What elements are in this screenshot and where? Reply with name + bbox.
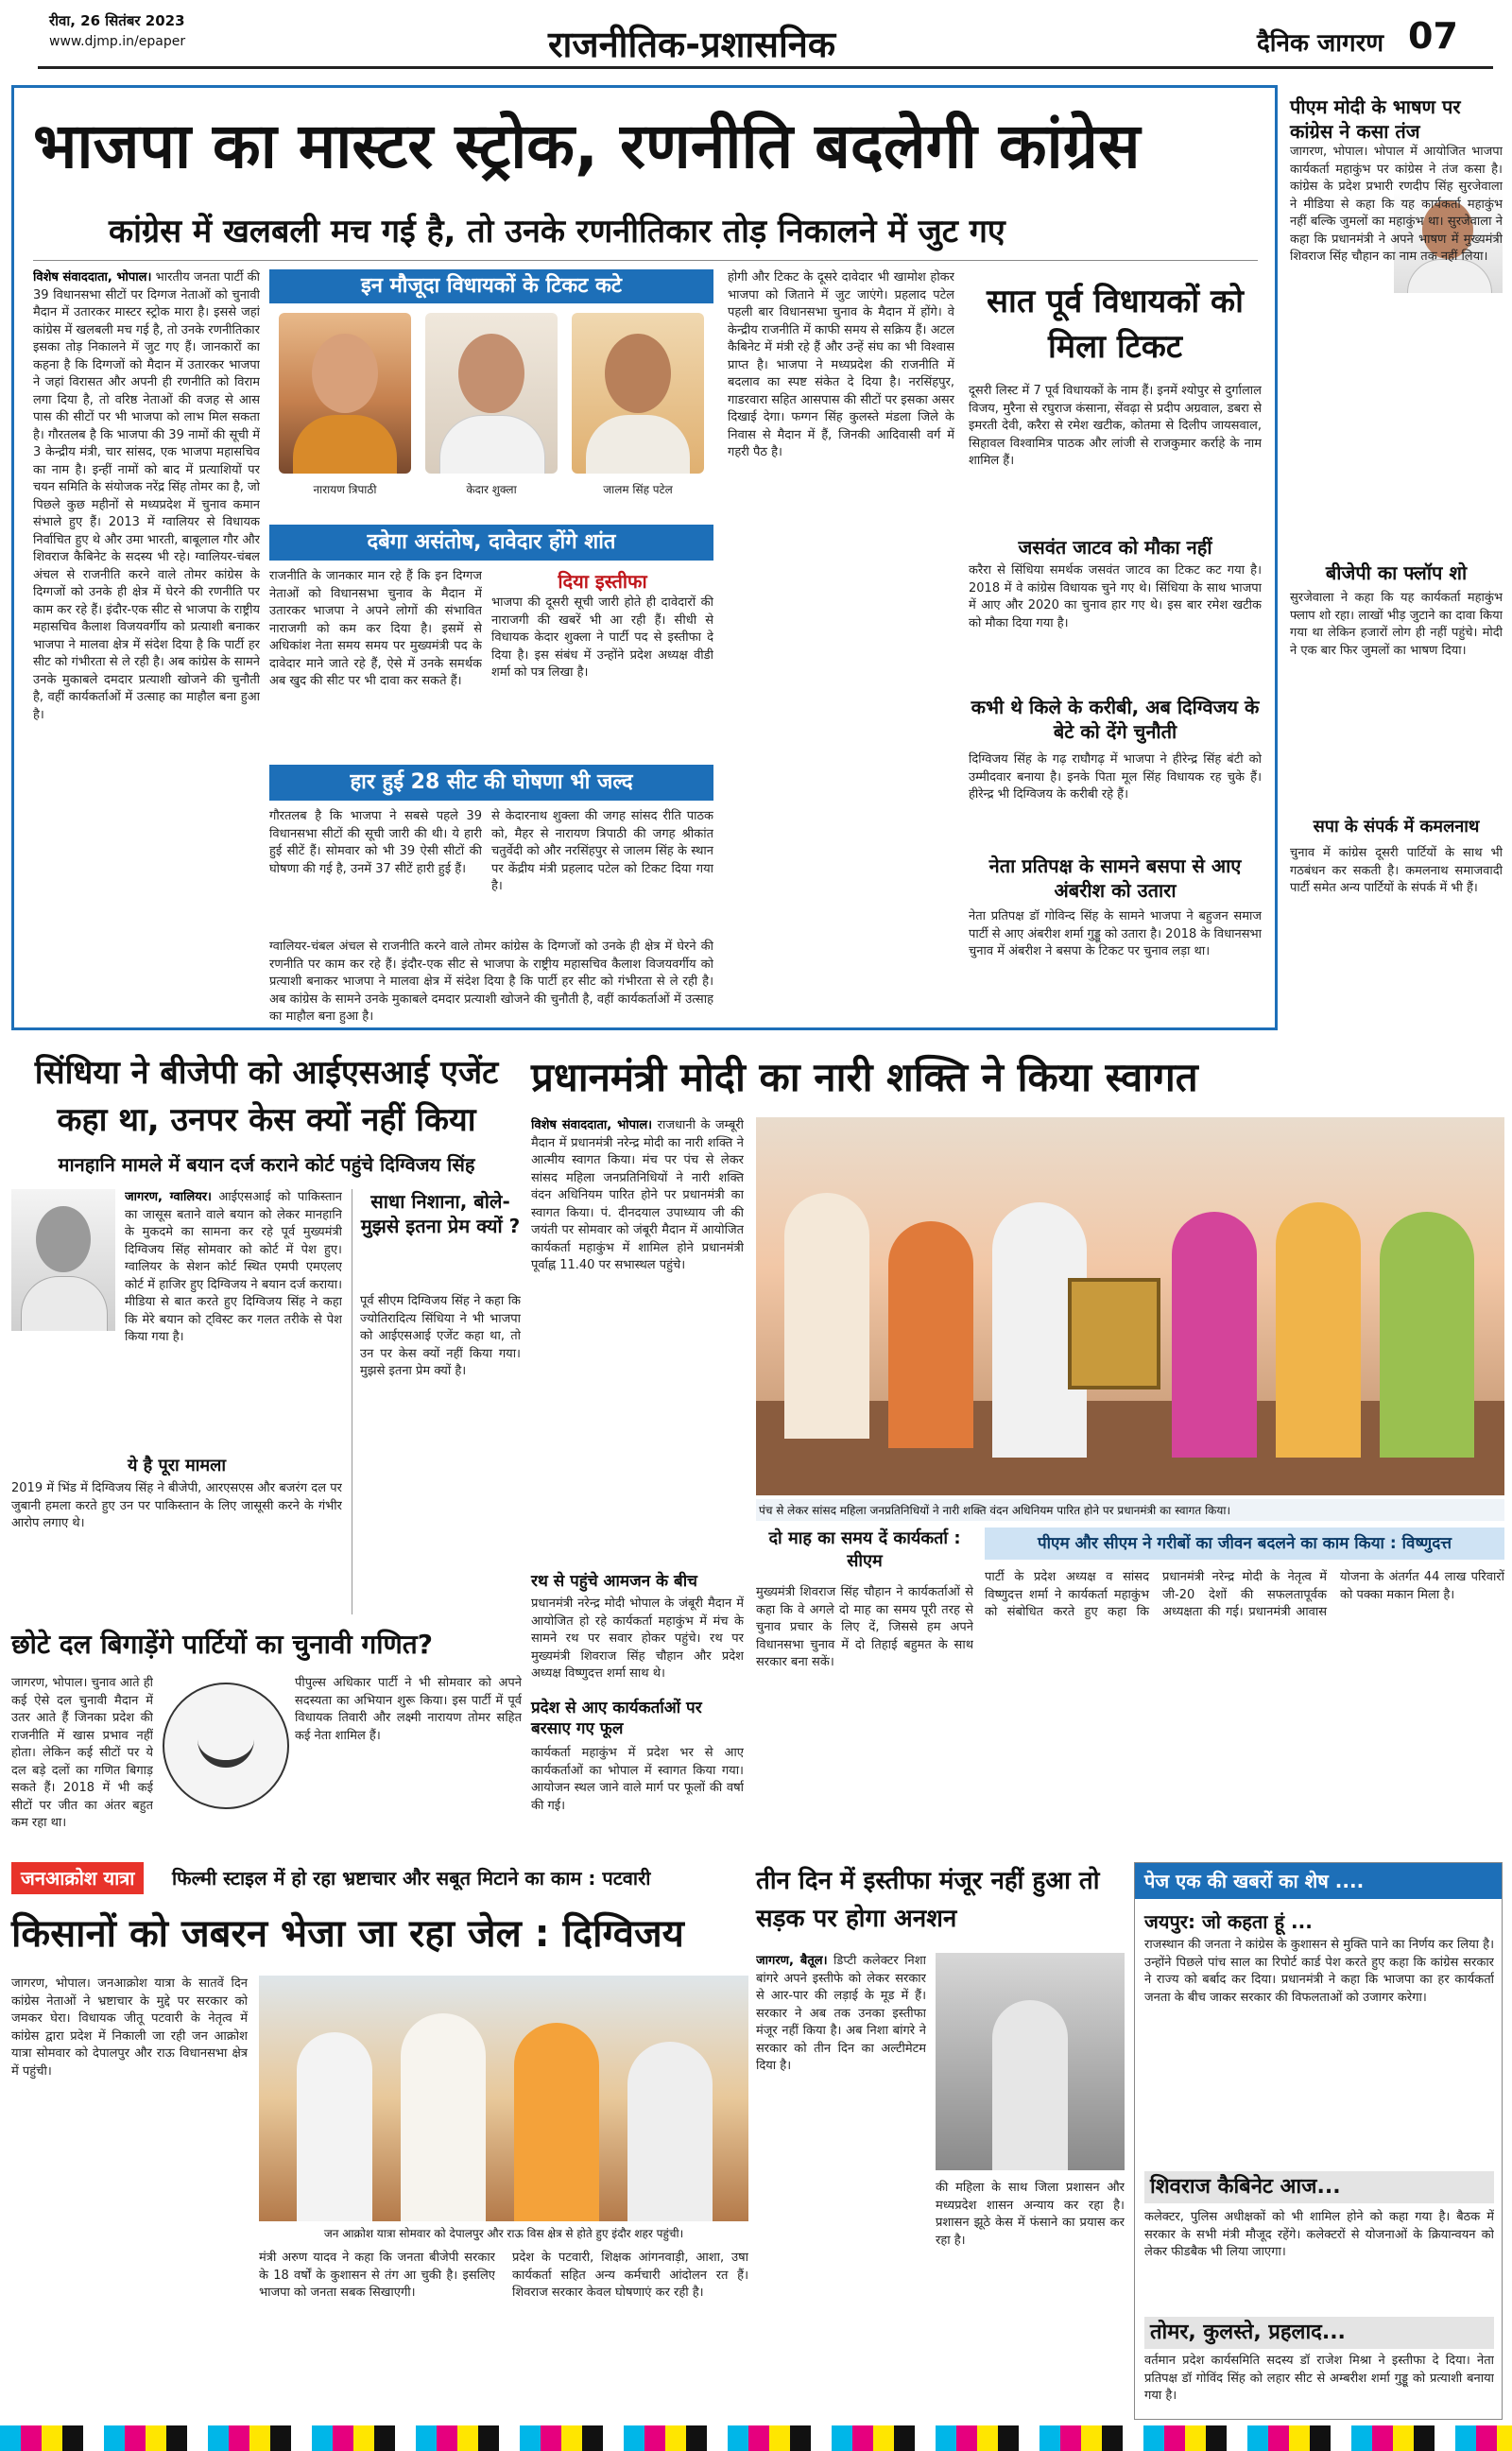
s2-title: शिवराज कैबिनेट आज... [1144, 2171, 1494, 2203]
resign-box [491, 568, 713, 757]
lead-col-1-text: भारतीय जनता पार्टी की 39 विधानसभा सीटों पर दिग्गज नेताओं को चुनावी मैदान में उतारकर मास्टर स्ट्रोक मारा है। इससे जहां कांग्रेस में खलबली मच गई है, तो उनके रणनीतिकार इसका तोड़ निकालने में जुट गए हैं। जानकारों का कहना है कि दिग्गजों को मैदान में उतारकर भाजपा ने जहां विरासत और अपनी ही रणनीति को विराम लगा दिया है, तो वरिष्ठ नेताओं की वजह से आस पास की सीटों पर भी भाजपा को लाभ मिल सकता है। गौरतलब है कि भाजपा की 39 नामों की सूची में 3 केन्द्रीय मंत्री, चार सांसद, एक भाजपा महासचिव का नाम है। इन्हीं नामों को बाद में प्रत्याशियों पर चयन समिति के संयोजक नरेंद्र सिंह तोमर का है, जो पिछले कुछ महीनों से मध्यप्रदेश में चुनाव कमान संभाले हुए हैं। 2013 में ग्वालियर से विधायक निर्वाचित हुए थे और उमा भारती, बाबूलाल गौर और शिवराज कैबिनेट के सदस्य भी रहे। [33, 270, 260, 564]
modi-sub-1: रथ से पहुंचे आमजन के बीच [531, 1572, 697, 1591]
akrosh-story [11, 1862, 748, 2420]
sidebar-column [1290, 85, 1503, 1030]
modi-sub-1-text: प्रधानमंत्री नरेन्द्र मोदी भोपाल के जंबूरी मैदान में आयोजित हो रहे कार्यकर्ता महाकुंभ में मंच के सामने रथ पर सवार होकर पहुंचे। रथ पर मुख्यमंत्री शिवराज सिंह चौहान और प्रदेश अध्यक्ष विष्णुदत्त शर्मा साथ थे। [531, 1597, 744, 1681]
digvijay-son-text: दिग्विजय सिंह के गढ़ राघौगढ़ में भाजपा ने हीरेन्द्र सिंह बंटी को उम्मीदवार बनाया है। इनके पिता मूल सिंह विधायक रह चुके हैं। हीरेन्द्र भी दिग्विजय के करीबी रहे हैं। [969, 752, 1262, 802]
shivraj-box [756, 1528, 973, 1849]
band-asantosh: दबेगा असंतोष, दावेदार होंगे शांत [269, 525, 713, 561]
person-5 [1276, 1202, 1361, 1458]
resign-title: दिया इस्तीफा [558, 570, 647, 593]
jaswant-title: जसवंत जाटव को मौका नहीं [1018, 536, 1212, 559]
face-1-head [312, 334, 378, 413]
scindia-sidebox [352, 1189, 522, 1614]
person-2 [888, 1221, 973, 1448]
vd-text: पार्टी के प्रदेश अध्यक्ष व सांसद विष्णुदत्त शर्मा ने कार्यकर्ता महाकुंभ को संबोधित करते हुए कहा कि प्रधानमंत्री नरेन्द्र मोदी के नेतृत्व में जी-20 देशों की सफलतापूर्वक अध्यक्षता की गई। प्रधानमंत्री आवास योजना के अंतर्गत 44 लाख परिवारों को पक्का मकान मिला है। [985, 1570, 1504, 1619]
frame-gift [1068, 1278, 1160, 1389]
s1-text: राजस्थान की जनता ने कांग्रेस के कुशासन से मुक्ति पाने का निर्णय कर लिया है। उन्होंने पिछले पांच साल का रिपोर्ट कार्ड पेश करते हुए कहा कि कांग्रेस सरकार ने राज्य को बर्बाद कर दिया। प्रधानमंत्री ने कहा कि भाजपा का हर कार्यकर्ता जनता के बीच जाकर सरकार की विफलताओं को उजागर करेगा। [1144, 1938, 1494, 2005]
resign-photo-person [992, 2000, 1068, 2170]
crowd-3 [514, 2023, 599, 2221]
band-28-seats: हार हुई 28 सीट की घोषणा भी जल्द [269, 765, 713, 801]
vd-title: पीएम और सीएम ने गरीबों का जीवन बदलने का काम किया : विष्णुदत्त [985, 1528, 1504, 1560]
face-label-3: जालम सिंह पटेल [603, 483, 673, 496]
crowd-1 [297, 2032, 372, 2221]
digvijay-son-title: कभी थे किले के करीबी, अब दिग्विजय के बेटे को देंगे चुनौती [971, 696, 1260, 743]
paper-name: दैनिक जागरण [1257, 29, 1384, 58]
s1-title: जयपुर: जो कहता हूं ... [1144, 1910, 1313, 1933]
face-label-1: नारायण त्रिपाठी [313, 483, 377, 496]
crowd-4 [627, 2042, 713, 2221]
s3-title: तोमर, कुलस्ते, प्रहलाद... [1144, 2317, 1494, 2349]
person-6 [1380, 1212, 1474, 1458]
digvijay-head [36, 1206, 91, 1272]
shivraj-text: मुख्यमंत्री शिवराज सिंह चौहान ने कार्यकर्ताओं से कहा कि वे अगले दो माह का समय पूरी तरह से चुनाव प्रचार के लिए दें, जिससे हम अपने विधानसभा चुनाव में दो तिहाई बहुमत के साथ सरकार बना सकें। [756, 1585, 973, 1669]
band-asantosh-text: राजनीति के जानकार मान रहे हैं कि इन दिग्गज नेताओं को विधानसभा चुनाव के मैदान में उतारकर भाजपा ने अपने लोगों की संभावित नाराजगी को कम कर दिया है। इसमें से अधिकांश नेता समय समय पर मुख्यमंत्री पद के दावेदार माने जाते रहे हैं, ऐसे में उनके समर्थक अब खुद की सीट पर भी दावा कर सकते हैं। [269, 569, 482, 688]
modi-story [531, 1049, 1504, 1853]
modi-photo [756, 1117, 1504, 1495]
digvijay-photo [11, 1189, 115, 1331]
akrosh-headline: किसानों को जबरन भेजा जा रहा जेल : दिग्विजय [11, 1912, 684, 1956]
case-text: 2019 में भिंड में दिग्विजय सिंह ने बीजेपी, आरएसएस और बजरंग दल पर जुबानी हमला करते हुए उन पर पाकिस्तान के लिए जासूसी करने के गंभीर आरोप लगाए थे। [11, 1481, 342, 1530]
masthead-date: रीवा, 26 सितंबर 2023 [49, 12, 185, 29]
person-1 [784, 1193, 869, 1439]
scindia-deck: मानहानि मामले में बयान दर्ज कराने कोर्ट पहुंचे दिग्विजय सिंह [58, 1153, 475, 1176]
face-label-2: केदार शुक्ला [466, 483, 517, 496]
face-3-body [586, 415, 690, 474]
resign-photo [936, 1953, 1125, 2170]
masthead [0, 0, 1512, 74]
scindia-headline: सिंधिया ने बीजेपी को आईएसआई एजेंट कहा था, उनपर केस क्यों नहीं किया [34, 1054, 499, 1139]
face-photo-1 [279, 313, 411, 474]
jaswant-text: करैरा से सिंधिया समर्थक जसवंत जाटव का टिकट कट गया है। 2018 में वे कांग्रेस विधायक चुने गए थे। सिंधिया के साथ भाजपा में आए और 2020 का चुनाव हार गए थे। इस बार रमेश खटीक को मौका दिया गया है। [969, 563, 1262, 630]
face-2-body [439, 415, 545, 474]
ambrish-text: नेता प्रतिपक्ष डॉ गोविन्द सिंह के सामने भाजपा ने बहुजन समाज पार्टी से आए अंबरीश शर्मा गुड्डू को उतारा है। 2018 के विधानसभा चुनाव में अंबरीश ने बसपा के टिकट पर चुनाव लड़ा था। [969, 909, 1262, 958]
band-28-col-2: से केदारनाथ शुक्ला की जगह सांसद रीति पाठक को, मैहर से नारायण त्रिपाठी की जगह श्रीकांत चतुर्वेदी को और नरसिंहपुर से जालम सिंह के स्थान पर केंद्रीय मंत्री प्रहलाद पटेल को टिकट दिया गया है। [491, 809, 713, 893]
face-2-head [458, 334, 524, 413]
small-parties-text: जागरण, भोपाल। चुनाव आते ही कई ऐसे दल चुनावी मैदान में उतर आते हैं जिनका प्रदेश की राजनीति में खास प्रभाव नहीं होता। लेकिन कई सीटों पर ये दल बड़े दलों का गणित बिगाड़ सकते हैं। 2018 में भी कई सीटों पर जीत का अंतर बहुत कम रहा था। [11, 1676, 153, 1830]
scindia-story [11, 1049, 522, 1616]
akrosh-text-2: मंत्री अरुण यादव ने कहा कि जनता बीजेपी सरकार के 18 वर्षों के कुशासन से तंग आ चुकी है। इसलिए भाजपा को जनता सबक सिखाएगी। [259, 2251, 495, 2300]
modi-text [531, 1117, 744, 1562]
ticket-cut-box [269, 269, 713, 515]
lead-headline: भाजपा का मास्टर स्ट्रोक, रणनीति बदलेगी कांग्रेस [33, 110, 1141, 182]
flop-text: सुरजेवाला ने कहा कि यह कार्यकर्ता महाकुंभ फ्लाप शो रहा। लाखों भीड़ जुटाने का दावा किया गया था लेकिन हजारों लोग ही नहीं पहुंचे। मोदी ने एक बार फिर जुमलों का भाषण दिया। [1290, 591, 1503, 658]
akrosh-deck: फिल्मी स्टाइल में हो रहा भ्रष्टाचार और सबूत मिटाने का काम : पटवारी [172, 1867, 651, 1890]
scindia-text [125, 1189, 342, 1444]
band-28-col-1: गौरतलब है कि भाजपा ने सबसे पहले 39 विधानसभा सीटों की सूची जारी की थी। ये हारी हुई सीटें हैं। सोमवार को भी 39 ऐसी सीटों की घोषणा की गई है, उनमें 37 सीटें हारी हुई हैं। [269, 809, 482, 876]
case-title: ये है पूरा मामला [127, 1456, 227, 1476]
party-symbol [163, 1683, 289, 1809]
modi-body: राजधानी के जम्बूरी मैदान में प्रधानमंत्री नरेन्द्र मोदी का नारी शक्ति ने आत्मीय स्वागत किया। मंच पर पंच से लेकर सांसद महिला जनप्रतिनिधियों ने नारी शक्ति वंदन अधिनियम पारित होने पर प्रधानमंत्री का स्वागत किया। पं. दीनदयाल उपाध्याय जी की जयंती पर सोमवार को जंबूरी मैदान में आयोजित कार्यकर्ता महाकुंभ में शामिल होने प्रधानमंत्री पूर्वाह्न 11.40 पर सभास्थल पहुंचे। [531, 1118, 744, 1272]
face-photo-3 [572, 313, 704, 474]
lead-col-2-cont: ग्वालियर-चंबल अंचल से राजनीति करने वाले तोमर कांग्रेस के दिग्गजों को उनके ही क्षेत्र में घेरने की रणनीति पर काम कर रहे हैं। इंदौर-एक सीट से भाजपा के राष्ट्रीय महासचिव कैलाश विजयवर्गीय को प्रत्याशी बनाकर भाजपा ने मालवा क्षेत्र में संदेश दिया है कि पार्टी हर सीट को गंभीरता से ले रही है। अब कांग्रेस के सामने उनके मुकाबले दमदार प्रत्याशी खोजने की चुनौती है, वहीं कार्यकर्ताओं में उत्साह का माहौल बना हुआ है। [269, 940, 713, 1024]
s2-text: कलेक्टर, पुलिस अधीक्षकों को भी शामिल होने को कहा गया है। बैठक में सरकार के सभी मंत्री मौजूद रहेंगे। कलेक्टरों से योजनाओं के क्रियान्वयन को लेकर फीडबैक भी लिया जाएगा। [1144, 2210, 1494, 2259]
akrosh-tag: जनआक्रोश यात्रा [11, 1862, 144, 1894]
resign-body: डिप्टी कलेक्टर निशा बांगरे अपने इस्तीफे को लेकर सरकार से आर-पार की लड़ाई के मूड में हैं। सरकार ने अब तक उनका इस्तीफा मंजूर नहीं किया है। अब निशा बांगरे ने सरकार को तीन दिन का अल्टीमेटम दिया है। [756, 1954, 926, 2073]
lead-col-1 [33, 269, 260, 1026]
modi-headline: प्रधानमंत्री मोदी का नारी शक्ति ने किया स्वागत [531, 1054, 1198, 1100]
crowd-2 [401, 2013, 486, 2221]
kamalnath-text: चुनाव में कांग्रेस दूसरी पार्टियों के साथ भी गठबंधन कर सकती है। कमलनाथ समाजवादी पार्टी समेत अन्य पार्टियों के संपर्क में भी हैं। [1290, 846, 1503, 895]
lead-col-3: होगी और टिकट के दूसरे दावेदार भी खामोश होकर भाजपा को जिताने में जुट जाएंगे। प्रहलाद पटेल पहली बार विधानसभा चुनाव के मैदान में होंगे। वे केन्द्रीय राजनीति में काफी समय से सक्रिय हैं। अटल कैबिनेट में मंत्री रहे हैं और उन्हें संघ का भी विश्वास प्राप्त है। भाजपा ने मध्यप्रदेश की राजनीति में बदलाव का स्पष्ट संकेत दे दिया है। नरसिंहपुर, गाडरवारा सहित आसपास की सीटों पर इसका असर दिखाई देगा। फग्गन सिंह कुलस्ते मंडला जिले के निवास से मैदान में हैं, जिनकी आदिवासी वर्ग में गहरी पैठ है। [728, 270, 954, 459]
face-1-body [293, 415, 397, 474]
side-title: साधा निशाना, बोले- मुझसे इतना प्रेम क्यों ? [360, 1190, 521, 1237]
resign-text: भाजपा की दूसरी सूची जारी होते ही दावेदारों की नाराजगी की खबरें भी आ रही हैं। सीधी से विधायक केदार शुक्ला ने पार्टी पद से इस्तीफा दे दिया है। इस संबंध में उन्होंने प्रदेश अध्यक्ष वीडी शर्मा को पत्र लिखा है। [491, 595, 713, 680]
seven-mla-text: दूसरी लिस्ट में 7 पूर्व विधायकों के नाम हैं। इनमें श्योपुर से दुर्गालाल विजय, मुरैना से रघुराज कंसाना, सेंवढ़ा से प्रदीप अग्रवाल, डबरा से इमरती देवी, करैरा से रमेश खटीक, कोतमा से दिलीप जायसवाल, सिहावल विश्वामित्र पाठक और लांजी से राजकुमार कर्राहे के नाम शामिल हैं। [969, 384, 1262, 468]
page-one-title: पेज एक की खबरों का शेष .... [1135, 1863, 1502, 1899]
modi-photo-caption: पंच से लेकर सांसद महिला जनप्रतिनिधियों ने नारी शक्ति वंदन अधिनियम पारित होने पर प्रधानमंत्री का स्वागत किया। [756, 1499, 1504, 1521]
scindia-body: आईएसआई को पाकिस्तान का जासूस बताने वाले बयान को लेकर मानहानि के मुकदमे का सामना कर रहे पूर्व मुख्यमंत्री दिग्विजय सिंह सोमवार को कोर्ट में पेश हुए। ग्वालियर के सेशन कोर्ट स्थित एमपी एमएलए कोर्ट में हाजिर हुए दिग्विजय ने बयान दर्ज कराया। मीडिया से बात करते हुए दिग्विजय सिंह ने कहा कि मेरे बयान को ट्विस्ट कर गलत तरीके से पेश किया गया है। [125, 1190, 342, 1344]
seven-mla-title: सात पूर्व विधायकों को मिला टिकट [987, 283, 1244, 366]
lead-deck: कांग्रेस में खलबली मच गई है, तो उनके रणनीतिकार तोड़ निकालने में जुट गए [109, 213, 1005, 250]
modi-byline: विशेष संवाददाता, भोपाल। [531, 1118, 653, 1132]
party-symbol-mark [198, 1722, 254, 1768]
digvijay-body [21, 1276, 108, 1331]
ambrish-title: नेता प्रतिपक्ष के सामने बसपा से आए अंबरीश को उतारा [988, 854, 1242, 902]
face-3-head [605, 334, 671, 413]
lead-story [11, 85, 1278, 1030]
lead-byline: विशेष संवाददाता, भोपाल। [33, 270, 152, 285]
akrosh-text: जागरण, भोपाल। जनआक्रोश यात्रा के सातवें दिन कांग्रेस नेताओं ने भ्रष्टाचार के मुद्दे पर सरकार को जमकर घेरा। विधायक जीतू पटवारी के नेतृत्व में कांग्रेस द्वारा प्रदेश में निकाली जा रही जन आक्रोश यात्रा सोमवार को देपालपुर और राऊ विधानसभा क्षेत्र में पहुंची। [11, 1976, 248, 2079]
s3-text: वर्तमान प्रदेश कार्यसमिति सदस्य डॉ राजेश मिश्रा ने इस्तीफा दे दिया। नेता प्रतिपक्ष डॉ गोविंद सिंह को लहार सीट से अम्बरीश शर्मा गुड्डू को प्रत्याशी बनाया गया है। [1144, 2354, 1494, 2403]
page-number: 07 [1408, 15, 1458, 57]
kamalnath-title: सपा के संपर्क में कमलनाथ [1313, 817, 1480, 837]
sidebar-text: जागरण, भोपाल। भोपाल में आयोजित भाजपा कार्यकर्ता महाकुंभ पर कांग्रेस ने तंज कसा है। कांग्रेस के प्रदेश प्रभारी रणदीप सिंह सुरजेवाला ने मीडिया से कहा कि यह कार्यकर्ता महाकुंभ नहीं बल्कि जुमलों का महाकुंभ था। सुरजेवाला ने कहा कि प्रधानमंत्री ने अपने भाषण में मुख्यमंत्री शिवराज सिंह चौहान का नाम तक नहीं लिया। [1290, 145, 1503, 264]
resign-story-text [756, 1953, 926, 2236]
masthead-url: www.djmp.in/epaper [49, 34, 186, 49]
modi-sub-2: प्रदेश से आए कार्यकर्ताओं पर बरसाए गए फूल [531, 1699, 702, 1738]
person-4 [1172, 1212, 1257, 1458]
deck-rule [33, 260, 1258, 261]
masthead-rule [38, 66, 1493, 69]
akrosh-photo [259, 1976, 748, 2221]
akrosh-photo-caption: जन आक्रोश यात्रा सोमवार को देपालपुर और राऊ विस क्षेत्र से होते हुए इंदौर शहर पहुंची। [323, 2227, 684, 2240]
ticket-cut-title: इन मौजूदा विधायकों के टिकट कटे [269, 269, 713, 303]
resign-text-2: की महिला के साथ जिला प्रशासन और मध्यप्रदेश शासन अन्याय कर रहा है। प्रशासन झूठे केस में फंसाने का प्रयास कर रहा है। [936, 2181, 1125, 2248]
flop-title: बीजेपी का फ्लॉप शो [1325, 561, 1468, 584]
lead-col-2-text: ग्वालियर-चंबल अंचल से राजनीति करने वाले तोमर कांग्रेस के दिग्गजों को उनके ही क्षेत्र में घेरने की रणनीति पर काम कर रहे हैं। इंदौर-एक सीट से भाजपा के राष्ट्रीय महासचिव कैलाश विजयवर्गीय को प्रत्याशी बनाकर भाजपा ने मालवा क्षेत्र में संदेश दिया है कि पार्टी हर सीट को गंभीरता से ले रही है। अब कांग्रेस के सामने उनके मुकाबले दमदार प्रत्याशी खोजने की चुनौती है, वहीं कार्यकर्ताओं में उत्साह का माहौल बना हुआ है। [33, 550, 260, 722]
modi-sub-2-text: कार्यकर्ता महाकुंभ में प्रदेश भर से आए कार्यकर्ताओं का भोपाल में स्वागत किया गया। आयोजन स्थल जाने वाले मार्ग पर फूलों की वर्षा की गई। [531, 1746, 744, 1813]
small-parties-headline: छोटे दल बिगाड़ेंगे पार्टियों का चुनावी गणित? [11, 1629, 433, 1660]
resign-headline: तीन दिन में इस्तीफा मंजूर नहीं हुआ तो सड़क पर होगा अनशन [756, 1867, 1100, 1933]
registration-strip [0, 2425, 1512, 2451]
lead-right-col [969, 269, 1262, 1026]
small-parties-text-2: पीपुल्स अधिकार पार्टी ने भी सोमवार को अपने सदस्यता का अभियान शुरू किया। इस पार्टी में पूर्व विधायक तिवारी और लक्ष्मी नारायण तोमर सहित कई नेता शामिल हैं। [295, 1676, 522, 1743]
resign-byline: जागरण, बैतूल। [756, 1954, 828, 1968]
section-title: राजनीतिक-प्रशासनिक [548, 24, 836, 65]
side-text: पूर्व सीएम दिग्विजय सिंह ने कहा कि ज्योतिरादित्य सिंधिया ने भी भाजपा को आईएसआई एजेंट कहा था, तो उन पर केस क्यों नहीं किया गया। मुझसे इतना प्रेम क्यों है। [360, 1294, 521, 1378]
page-one-box [1134, 1862, 1503, 2420]
scindia-byline: जागरण, ग्वालियर। [125, 1190, 212, 1204]
face-photo-2 [425, 313, 558, 474]
vd-box [985, 1528, 1504, 1849]
small-parties-story [11, 1626, 522, 1853]
resign-story [756, 1862, 1125, 2420]
akrosh-text-3: प्रदेश के पटवारी, शिक्षक आंगनवाड़ी, आशा, उषा कार्यकर्ता सहित अन्य कर्मचारी आंदोलन रत हैं। शिवराज सरकार केवल घोषणाएं कर रही है। [512, 2251, 748, 2300]
sidebar-headline: पीएम मोदी के भाषण पर कांग्रेस ने कसा तंज [1290, 95, 1461, 143]
shivraj-title: दो माह का समय दें कार्यकर्ता : सीएम [768, 1528, 961, 1571]
